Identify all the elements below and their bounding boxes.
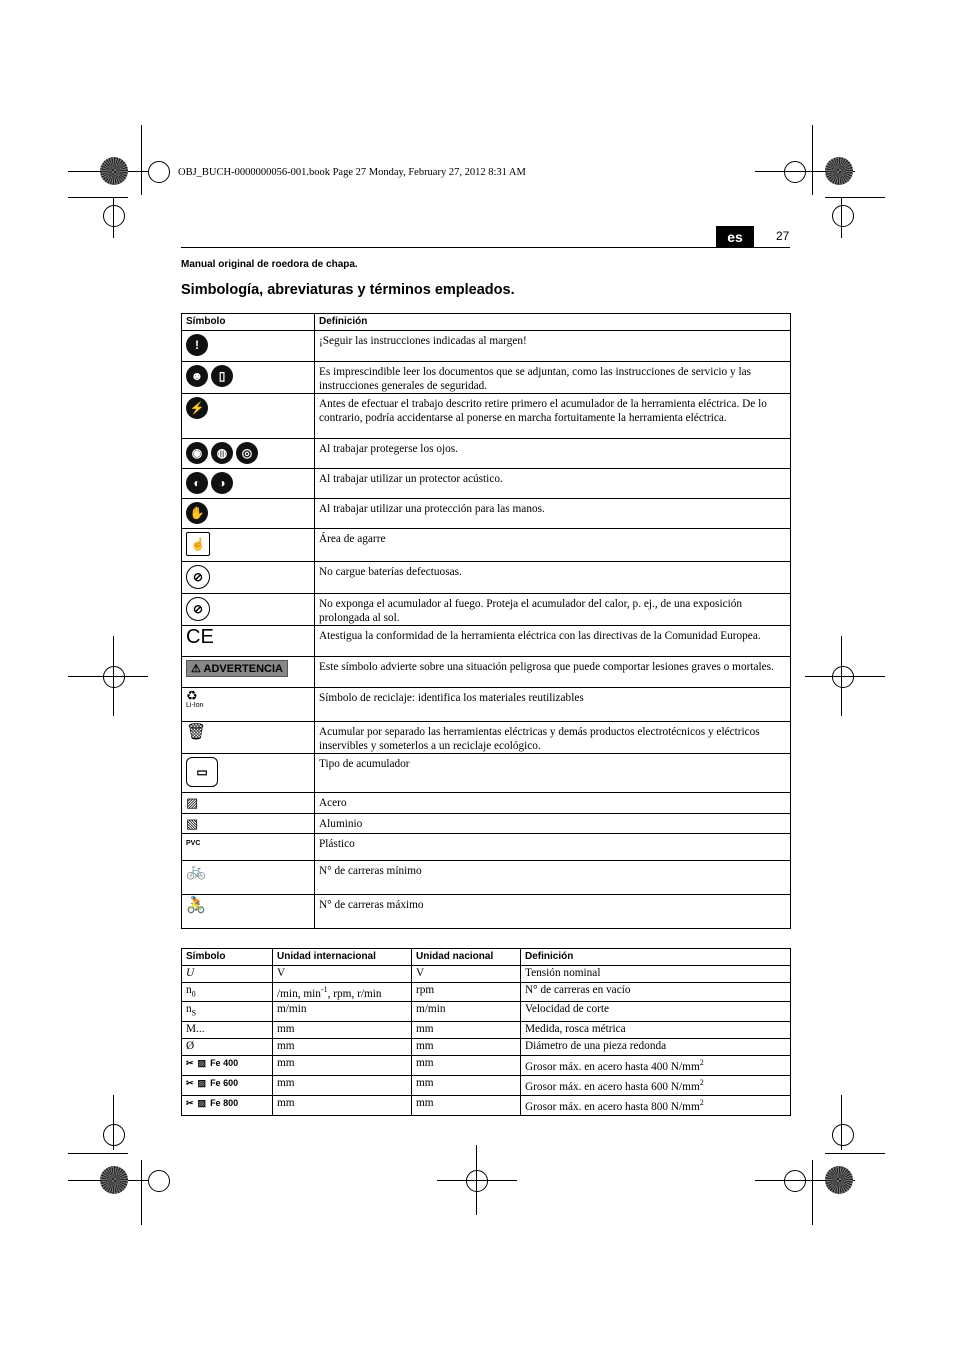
steel-icon: ▨	[197, 1097, 207, 1108]
registration-disc-icon	[825, 1166, 853, 1194]
hand-protection-icon: ✋	[186, 502, 208, 524]
battery-type-icon: ▭	[186, 757, 218, 787]
table-row: ✂ ▨ Fe 800 mm mm Grosor máx. en acero hasta 800 $N/mm^2$	[182, 1095, 791, 1115]
table-row: Ø mm mm Diámetro de una pieza redonda	[182, 1038, 791, 1055]
table-row: ▧ Aluminio	[182, 814, 791, 834]
li-ion-label: Li-Ion	[186, 702, 204, 709]
read-manual-icon: ☻	[186, 365, 208, 387]
table-row: $n_S$ m/min m/min Velocidad de corte	[182, 1002, 791, 1021]
max-strokes-icon: 🚴	[186, 897, 206, 914]
registration-mark-icon	[148, 161, 170, 183]
table-row: ✋ Al trabajar utilizar una protección para las manos.	[182, 499, 791, 529]
table-row: 🚲 N° de carreras mínimo	[182, 861, 791, 895]
ear-protection-icon: ◐	[186, 472, 208, 494]
aluminium-icon: ▧	[186, 816, 199, 831]
min-strokes-icon: 🚲	[186, 863, 206, 880]
table-row: ☻ ▯ Es imprescindible leer los documentos que se adjuntan, como las instrucciones de servicio y las instrucciones generales de seguridad.	[182, 362, 791, 394]
symbols-table	[181, 313, 791, 929]
registration-disc-icon	[100, 157, 128, 185]
table-row: ⚠ ADVERTENCIA Este símbolo advierte sobre una situación peligrosa que puede comportar lesiones graves o mortales.	[182, 657, 791, 688]
table-row: ⊘ No exponga el acumulador al fuego. Proteja el acumulador del calor, p. ej., de una exposición prolongada al sol.	[182, 594, 791, 626]
book-info-line: OBJ_BUCH-0000000056-001.book Page 27 Monday, February 27, 2012 8:31 AM	[178, 167, 526, 178]
cut-thickness-icon: ✂	[186, 1077, 194, 1088]
table-row: $n_0$ /min, $\min^{-1}$, rpm, r/min rpm N° de carreras en vacío	[182, 983, 791, 1002]
registration-mark-icon	[103, 1124, 125, 1146]
table-row: ◉ ◍ ◎ Al trabajar protegerse los ojos.	[182, 439, 791, 469]
steel-icon: ▨	[197, 1057, 207, 1068]
table-row: 🗑 Acumular por separado las herramientas eléctricas y demás productos electrotécnicos y eléctricos inservibles y someterlos a un reciclaje ecológico.	[182, 722, 791, 754]
registration-mark-icon	[784, 1170, 806, 1192]
registration-mark-icon	[832, 205, 854, 227]
cut-thickness-icon: ✂	[186, 1097, 194, 1108]
registration-mark-icon	[103, 666, 125, 688]
table-row: ◐ ◑ Al trabajar utilizar un protector acústico.	[182, 469, 791, 499]
header-rule	[181, 247, 790, 248]
registration-mark-icon	[148, 1170, 170, 1192]
plastic-pvc-icon: PVC	[186, 840, 201, 847]
registration-mark-icon	[832, 666, 854, 688]
table-row: ☝ Área de agarre	[182, 529, 791, 562]
table-row: ! ¡Seguir las instrucciones indicadas al margen!	[182, 331, 791, 362]
registration-mark-icon	[103, 205, 125, 227]
goggles-icon: ◎	[236, 442, 258, 464]
language-badge: es	[716, 226, 754, 248]
manual-subtitle: Manual original de roedora de chapa.	[181, 259, 358, 270]
registration-disc-icon	[100, 1166, 128, 1194]
page-number: 27	[776, 229, 790, 243]
table-row: ▭ Tipo de acumulador	[182, 754, 791, 793]
col-header-symbol: Símbolo	[182, 314, 315, 331]
cut-thickness-icon: ✂	[186, 1057, 194, 1068]
exclamation-icon: !	[186, 334, 208, 356]
registration-mark-icon	[466, 1170, 488, 1192]
book-icon: ▯	[211, 365, 233, 387]
table-row: PVC Plástico	[182, 834, 791, 861]
table-row: ✂ ▨ Fe 400 mm mm Grosor máx. en acero hasta 400 $N/mm^2$	[182, 1055, 791, 1075]
steel-icon: ▨	[197, 1077, 207, 1088]
face-shield-icon: ◍	[211, 442, 233, 464]
table-row: ♻ Li-Ion Símbolo de reciclaje: identifica los materiales reutilizables	[182, 688, 791, 722]
table-header-row: Símbolo Unidad internacional Unidad nacional Definición	[182, 949, 791, 966]
registration-mark-icon	[832, 1124, 854, 1146]
table-row: ⚡ Antes de efectuar el trabajo descrito retire primero el acumulador de la herramienta eléctrica. De lo contrario, podría accidentarse al ponerse en marcha fortuitamente la herramienta eléctrica.	[182, 394, 791, 439]
table-row: M... mm mm Medida, rosca métrica	[182, 1021, 791, 1038]
units-table	[181, 948, 791, 1116]
registration-disc-icon	[825, 157, 853, 185]
ce-mark-icon: CE	[186, 626, 214, 648]
no-fire-icon: ⊘	[186, 597, 210, 621]
recycling-icon: ♻	[186, 688, 198, 703]
eye-protection-icon: ◉	[186, 442, 208, 464]
warning-label: ⚠ ADVERTENCIA	[186, 660, 288, 677]
weee-bin-icon: 🗑	[186, 724, 207, 741]
table-row: ▨ Acero	[182, 793, 791, 814]
table-row: CE Atestigua la conformidad de la herramienta eléctrica con las directivas de la Comunidad Europea.	[182, 626, 791, 657]
section-title: Simbología, abreviaturas y términos empleados.	[181, 282, 515, 298]
no-charge-defective-icon: ⊘	[186, 565, 210, 589]
registration-mark-icon	[784, 161, 806, 183]
table-row: ✂ ▨ Fe 600 mm mm Grosor máx. en acero hasta 600 $N/mm^2$	[182, 1075, 791, 1095]
earmuff-icon: ◑	[211, 472, 233, 494]
table-row: U V V Tensión nominal	[182, 966, 791, 983]
remove-battery-icon: ⚡	[186, 397, 208, 419]
col-header-definition: Definición	[315, 314, 791, 331]
table-header-row	[182, 314, 791, 331]
steel-icon: ▨	[186, 795, 199, 810]
table-row: 🚴 N° de carreras máximo	[182, 895, 791, 929]
table-row: ⊘ No cargue baterías defectuosas.	[182, 562, 791, 594]
grip-area-icon: ☝	[186, 532, 210, 556]
